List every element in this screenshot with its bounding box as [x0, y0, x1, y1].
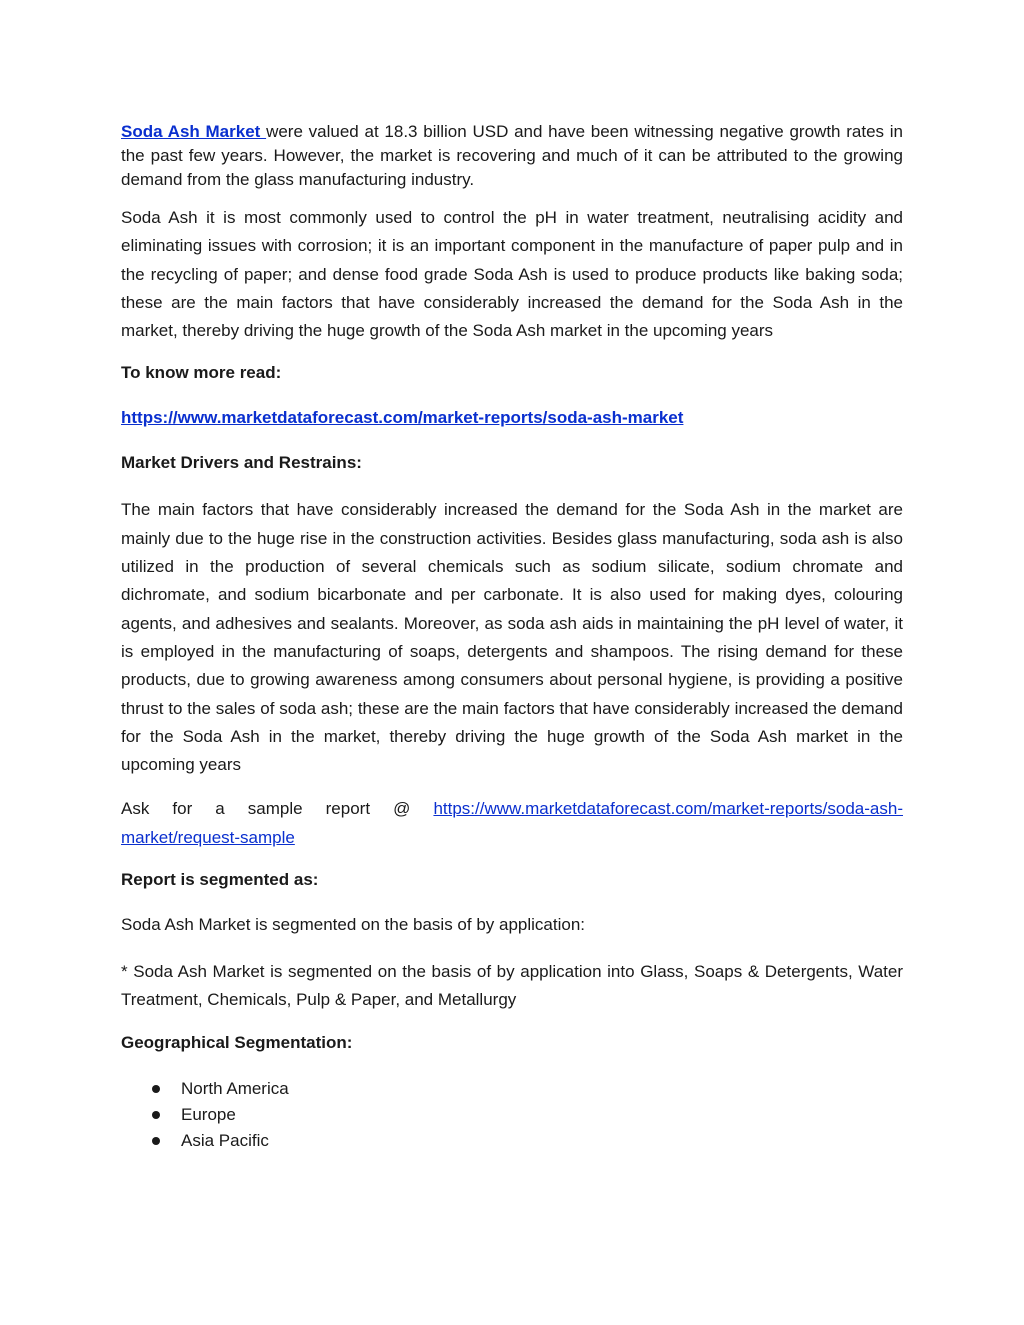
soda-ash-market-link[interactable]: Soda Ash Market: [121, 122, 267, 141]
list-item: [121, 1128, 903, 1154]
geography-heading: Geographical Segmentation:: [121, 1032, 353, 1052]
bullet-icon: [152, 1111, 160, 1119]
uses-paragraph: Soda Ash it is most commonly used to control the pH in water treatment, neutralising acidity and eliminating issues with corrosion; it is an important component in the manufacture of paper pulp and in the recycling of paper; and dense food grade Soda Ash is used to produce products like baking soda; these are the main factors that have considerably increased the demand for the Soda Ash in the market, thereby driving the huge growth of the Soda Ash market in the upcoming years: [121, 208, 903, 341]
drivers-paragraph: The main factors that have considerably increased the demand for the Soda Ash in the market are mainly due to the huge rise in the construction activities. Besides glass manufacturing, soda ash is also utilized in the production of several chemicals such as sodium silicate, sodium chromate and dichromate, and sodium bicarbonate and per carbonate. It is also used for making dyes, colouring agents, and adhesives and sealants. Moreover, as soda ash aids in maintaining the pH level of water, it is employed in the manufacturing of soaps, detergents and shampoos. The rising demand for these products, due to growing awareness among consumers about personal hygiene, is providing a positive thrust to the sales of soda ash; these are the main factors that have considerably increased the demand for the Soda Ash in the market, thereby driving the huge growth of the Soda Ash market in the upcoming years: [121, 500, 903, 775]
segmentation-line: Soda Ash Market is segmented on the basis of by application:: [121, 915, 585, 935]
list-item: [121, 1076, 903, 1102]
geography-list: [121, 1076, 903, 1154]
sample-paragraph: [121, 795, 903, 852]
list-item: [121, 1102, 903, 1128]
list-item-label: North America: [181, 1078, 289, 1098]
document-page: [121, 120, 903, 1154]
read-more-heading: To know more read:: [121, 363, 282, 383]
segmentation-detail: * Soda Ash Market is segmented on the basis of by application into Glass, Soaps & Detergents, Water Treatment, Chemicals, Pulp & Paper, and Metallurgy: [121, 962, 903, 1010]
read-more-link[interactable]: https://www.marketdataforecast.com/market-reports/soda-ash-market: [121, 408, 684, 428]
bullet-icon: [152, 1137, 160, 1145]
intro-text: were valued at 18.3 billion USD and have been witnessing negative growth rates in the past few years. However, the market is recovering and much of it can be attributed to the growing demand from the glass manufacturing industry.: [121, 122, 903, 189]
intro-paragraph: [121, 120, 903, 192]
sample-prefix: Ask for a sample report @: [121, 799, 434, 819]
drivers-heading: Market Drivers and Restrains:: [121, 453, 362, 473]
read-more-link-line: [121, 406, 903, 430]
list-item-label: Europe: [181, 1104, 236, 1124]
list-item-label: Asia Pacific: [181, 1130, 269, 1150]
bullet-icon: [152, 1085, 160, 1093]
segmentation-heading: Report is segmented as:: [121, 870, 319, 890]
sample-request-link[interactable]: https://www.marketdataforecast.com/market-reports/soda-ash-market/request-sample: [121, 799, 903, 847]
